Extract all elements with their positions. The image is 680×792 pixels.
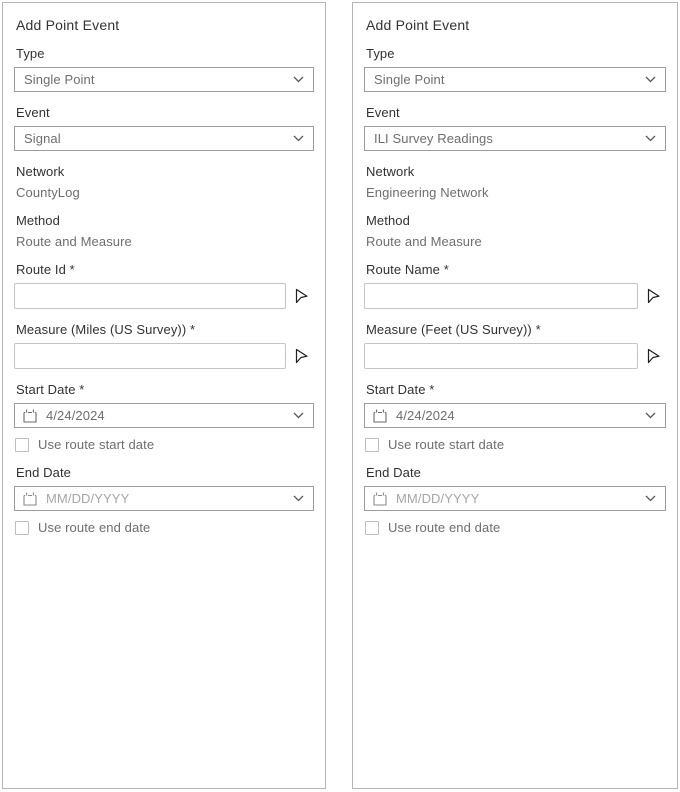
type-select[interactable]: [364, 67, 666, 92]
use-route-start-date-checkbox[interactable]: [365, 438, 379, 452]
method-value: Route and Measure: [366, 234, 482, 249]
chevron-down-icon: [293, 135, 304, 142]
chevron-down-icon: [645, 495, 656, 502]
end-date-label: End Date: [16, 465, 72, 480]
calendar-icon: [22, 491, 38, 507]
pick-from-map-button[interactable]: [640, 343, 666, 369]
use-route-start-date-row[interactable]: [15, 437, 314, 452]
calendar-icon: [372, 408, 388, 424]
use-route-end-date-row[interactable]: [15, 520, 314, 535]
use-route-start-date-row[interactable]: [365, 437, 666, 452]
page-title: Add Point Event: [16, 17, 120, 33]
event-label: Event: [366, 105, 400, 120]
route-name-row: [364, 283, 666, 309]
end-date-placeholder: MM/DD/YYYY: [396, 491, 480, 506]
route-name-input[interactable]: [364, 283, 638, 309]
use-route-end-date-checkbox[interactable]: [365, 521, 379, 535]
use-route-end-date-checkbox[interactable]: [15, 521, 29, 535]
add-point-event-pane-left: [2, 2, 326, 789]
chevron-down-icon: [293, 412, 304, 419]
end-date-picker[interactable]: [364, 486, 666, 511]
start-date-label: Start Date *: [366, 382, 435, 397]
network-value: CountyLog: [16, 185, 80, 200]
calendar-icon: [22, 408, 38, 424]
method-label: Method: [16, 213, 60, 228]
start-date-picker[interactable]: [14, 403, 314, 428]
map-pointer-arrow-icon: [292, 347, 310, 365]
type-select[interactable]: [14, 67, 314, 92]
network-label: Network: [366, 164, 415, 179]
start-date-picker[interactable]: [364, 403, 666, 428]
type-select-value: Single Point: [374, 72, 445, 87]
pick-from-map-button[interactable]: [288, 283, 314, 309]
method-label: Method: [366, 213, 410, 228]
use-route-start-date-label: Use route start date: [388, 437, 505, 452]
use-route-end-date-row[interactable]: [365, 520, 666, 535]
end-date-placeholder: MM/DD/YYYY: [46, 491, 130, 506]
type-label: Type: [366, 46, 395, 61]
end-date-picker[interactable]: [14, 486, 314, 511]
use-route-start-date-checkbox[interactable]: [15, 438, 29, 452]
network-value: Engineering Network: [366, 185, 489, 200]
measure-label: Measure (Miles (US Survey)) *: [16, 322, 196, 337]
event-select-value: Signal: [24, 131, 61, 146]
use-route-start-date-label: Use route start date: [38, 437, 155, 452]
map-pointer-arrow-icon: [644, 347, 662, 365]
measure-input[interactable]: [14, 343, 286, 369]
route-id-input[interactable]: [14, 283, 286, 309]
use-route-end-date-label: Use route end date: [38, 520, 151, 535]
network-label: Network: [16, 164, 65, 179]
page-title: Add Point Event: [366, 17, 470, 33]
start-date-value: 4/24/2024: [46, 408, 105, 423]
measure-row: [14, 343, 314, 369]
route-id-label: Route Id *: [16, 262, 75, 277]
type-label: Type: [16, 46, 45, 61]
route-id-row: [14, 283, 314, 309]
use-route-end-date-label: Use route end date: [388, 520, 501, 535]
method-value: Route and Measure: [16, 234, 132, 249]
map-pointer-arrow-icon: [292, 287, 310, 305]
measure-label: Measure (Feet (US Survey)) *: [366, 322, 541, 337]
route-name-label: Route Name *: [366, 262, 449, 277]
chevron-down-icon: [293, 76, 304, 83]
start-date-value: 4/24/2024: [396, 408, 455, 423]
calendar-icon: [372, 491, 388, 507]
start-date-label: Start Date *: [16, 382, 85, 397]
chevron-down-icon: [645, 412, 656, 419]
event-select-value: ILI Survey Readings: [374, 131, 493, 146]
measure-input[interactable]: [364, 343, 638, 369]
event-label: Event: [16, 105, 50, 120]
chevron-down-icon: [645, 135, 656, 142]
add-point-event-pane-right: [352, 2, 678, 789]
type-select-value: Single Point: [24, 72, 95, 87]
measure-row: [364, 343, 666, 369]
end-date-label: End Date: [366, 465, 422, 480]
event-select[interactable]: [14, 126, 314, 151]
pick-from-map-button[interactable]: [288, 343, 314, 369]
pick-from-map-button[interactable]: [640, 283, 666, 309]
event-select[interactable]: [364, 126, 666, 151]
map-pointer-arrow-icon: [644, 287, 662, 305]
chevron-down-icon: [645, 76, 656, 83]
chevron-down-icon: [293, 495, 304, 502]
